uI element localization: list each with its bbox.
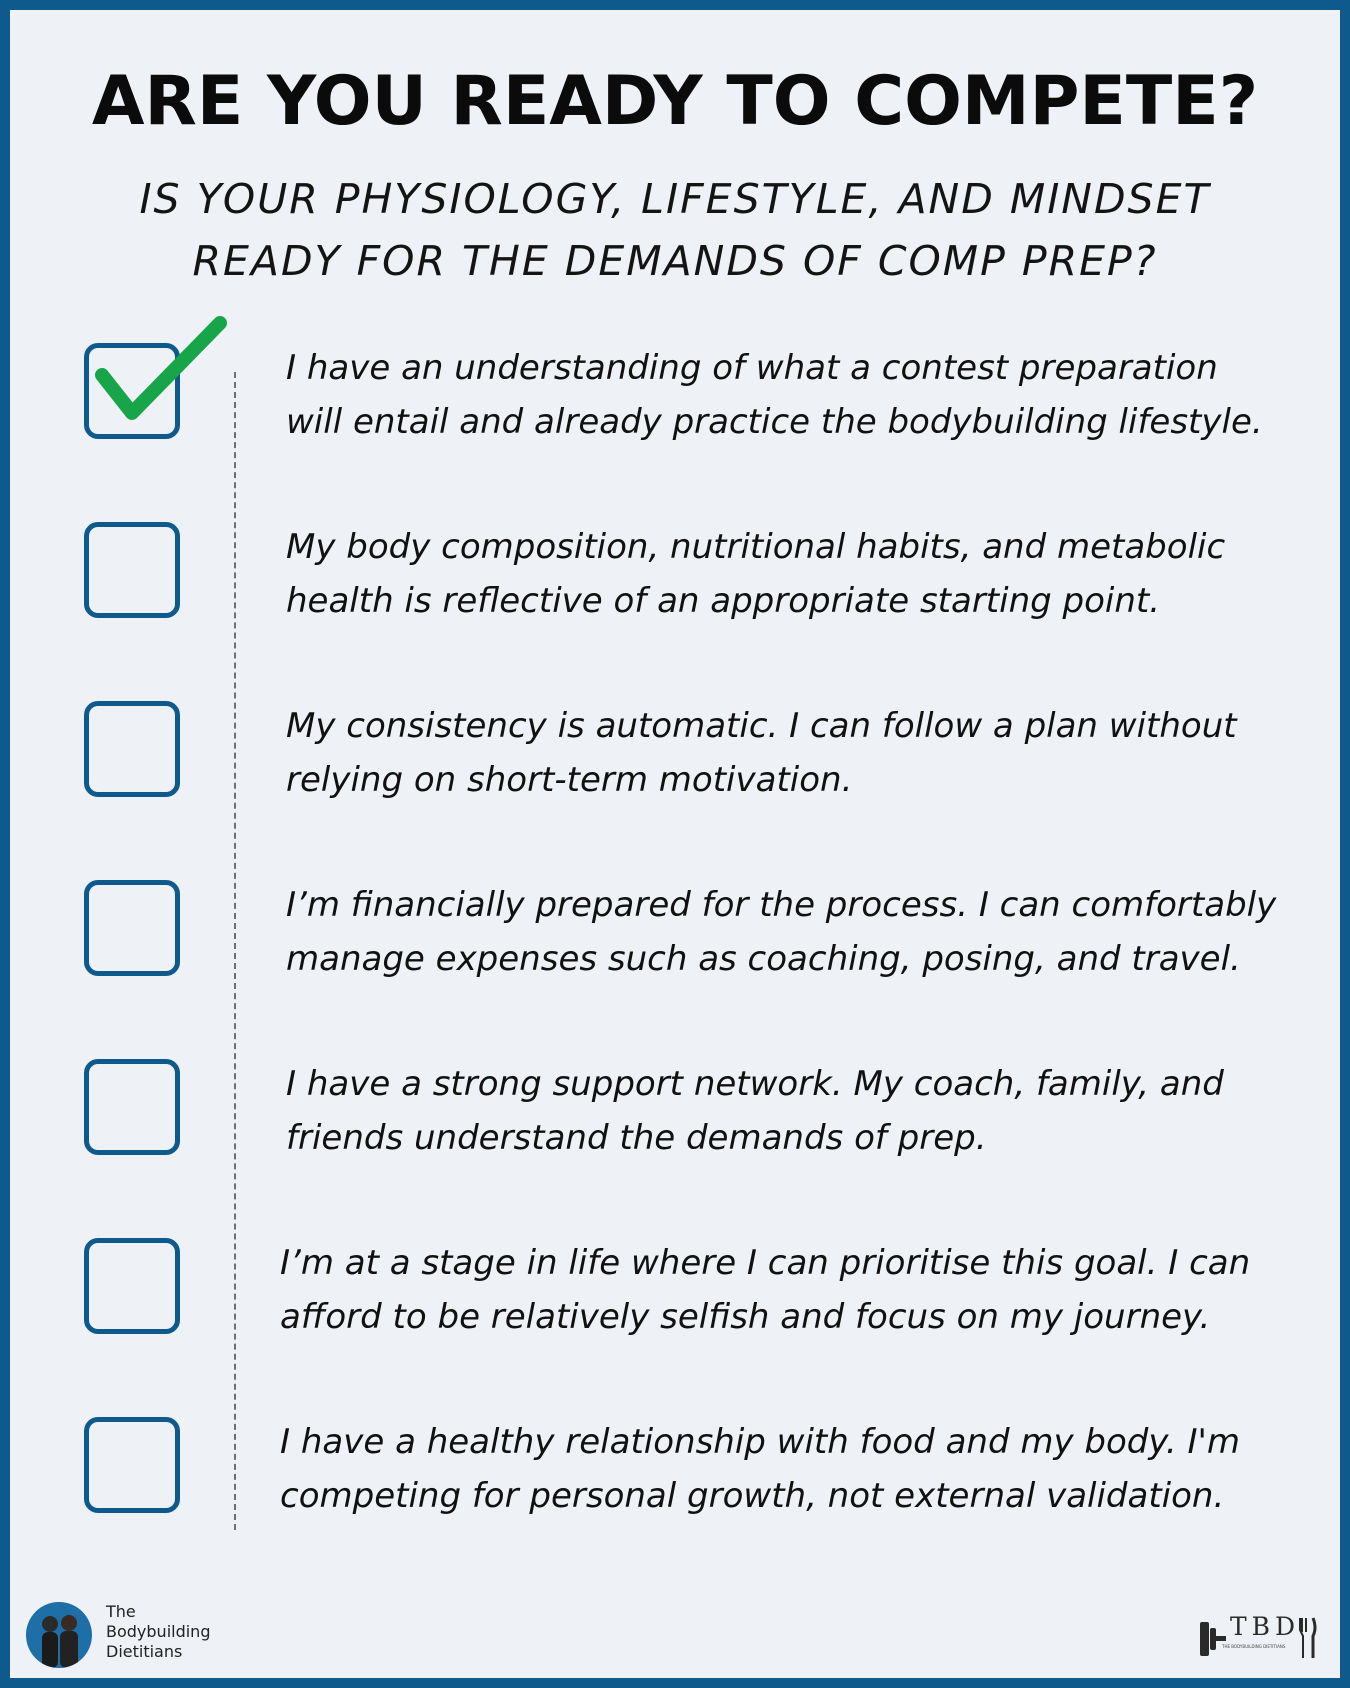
checkbox[interactable] bbox=[84, 1238, 180, 1334]
item-line-2: health is reflective of an appropriate starting point. bbox=[286, 581, 1161, 621]
brand-logo-left bbox=[20, 1600, 240, 1670]
checkbox[interactable] bbox=[84, 701, 180, 797]
brand-line-2: Bodybuilding bbox=[106, 1622, 211, 1641]
checkmark-icon bbox=[92, 313, 242, 433]
checklist-item-text bbox=[286, 699, 1326, 807]
checklist-item-text bbox=[286, 1057, 1326, 1165]
item-line-1: My consistency is automatic. I can follow a plan without bbox=[286, 706, 1237, 746]
tbd-wordmark: TBD bbox=[1230, 1612, 1301, 1641]
checklist-item-text bbox=[280, 1415, 1320, 1523]
item-line-2: relying on short-term motivation. bbox=[286, 760, 853, 800]
brand-line-3: Dietitians bbox=[106, 1642, 183, 1661]
checkbox[interactable] bbox=[84, 880, 180, 976]
item-line-2: friends understand the demands of prep. bbox=[286, 1118, 987, 1158]
checklist-item-text bbox=[280, 1236, 1320, 1344]
item-line-1: I’m financially prepared for the process. I can comfortably bbox=[286, 885, 1277, 925]
checklist-item bbox=[10, 1417, 1340, 1567]
item-line-1: I have a healthy relationship with food and my body. I'm bbox=[280, 1422, 1240, 1462]
checklist-item bbox=[10, 343, 1340, 493]
page-title: ARE YOU READY TO COMPETE? bbox=[91, 62, 1259, 141]
subtitle-line-1: IS YOUR PHYSIOLOGY, LIFESTYLE, AND MINDSET bbox=[139, 175, 1211, 223]
tbd-tagline: THE BODYBUILDING DIETITIANS bbox=[1222, 1644, 1286, 1649]
checklist-item-text bbox=[286, 520, 1326, 628]
checklist-item bbox=[10, 522, 1340, 672]
checklist-item-text bbox=[286, 878, 1326, 986]
item-line-2: manage expenses such as coaching, posing, and travel. bbox=[286, 939, 1241, 979]
page-subtitle bbox=[10, 168, 1340, 292]
checklist-item-text bbox=[286, 341, 1326, 449]
item-line-2: will entail and already practice the bodybuilding lifestyle. bbox=[286, 402, 1263, 442]
item-line-1: My body composition, nutritional habits, and metabolic bbox=[286, 527, 1226, 567]
item-line-1: I have an understanding of what a contest preparation bbox=[286, 348, 1218, 388]
item-line-2: afford to be relatively selfish and focus on my journey. bbox=[280, 1297, 1211, 1337]
brand-line-1: The bbox=[106, 1602, 136, 1621]
item-line-1: I’m at a stage in life where I can prioritise this goal. I can bbox=[280, 1243, 1251, 1283]
brand-logo-right bbox=[1196, 1614, 1318, 1662]
checklist-item bbox=[10, 1059, 1340, 1209]
checklist-item bbox=[10, 1238, 1340, 1388]
avatar bbox=[26, 1602, 92, 1668]
checklist-item bbox=[10, 701, 1340, 851]
barbell-icon bbox=[1196, 1614, 1226, 1662]
checklist-item bbox=[10, 880, 1340, 1030]
checkbox[interactable] bbox=[84, 1417, 180, 1513]
item-line-2: competing for personal growth, not external validation. bbox=[280, 1476, 1225, 1516]
checkbox[interactable] bbox=[84, 522, 180, 618]
infographic-page bbox=[10, 10, 1340, 1678]
item-line-1: I have a strong support network. My coach, family, and bbox=[286, 1064, 1224, 1104]
brand-name bbox=[106, 1602, 210, 1662]
subtitle-line-2: READY FOR THE DEMANDS OF COMP PREP? bbox=[192, 237, 1158, 285]
team-photo-icon bbox=[26, 1602, 92, 1668]
fork-knife-icon bbox=[1298, 1616, 1318, 1660]
checkbox[interactable] bbox=[84, 1059, 180, 1155]
